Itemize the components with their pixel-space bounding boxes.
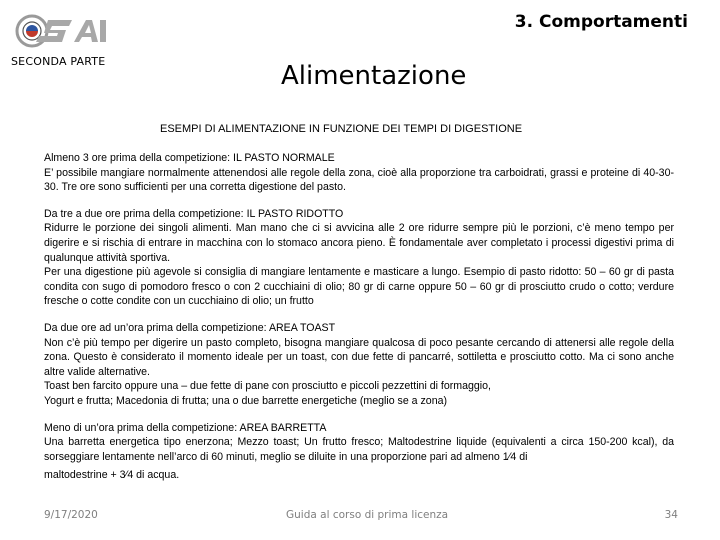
section-pasto-ridotto [44, 207, 674, 309]
section-label: SECONDA PARTE [11, 55, 106, 68]
section-heading: Da tre a due ore prima della competizione: IL PASTO RIDOTTO [44, 207, 344, 220]
section-paragraph: Per una digestione più agevole si consiglia di mangiare lentamente e masticare a lungo. Esempio di pasto ridotto: 50 – 60 gr di pasta condita con sugo di pomodoro fresco o con 2 cucchiaini di olio; 80 gr di carne oppure 50 – 60 gr di prosciutto crudo o cotto; verdure fresche o cotte condite con un cucchiaino di olio; un frutto [44, 266, 674, 308]
section-paragraph: Ridurre le porzione dei singoli alimenti. Man mano che ci si avvicina alle 2 ore ridurre sempre più le porzioni, c’è meno tempo per digerire e si rischia di entrare in macchina con lo stomaco ancora pieno. È fondamentale aver completato i processi digestivi prima di qualunque attività sportiva. [44, 222, 674, 264]
section-heading: Da due ore ad un’ora prima della competizione: AREA TOAST [44, 321, 336, 334]
footer-date: 9/17/2020 [44, 509, 98, 521]
section-heading: Meno di un’ora prima della competizione: AREA BARRETTA [44, 421, 327, 434]
slide-content [44, 151, 674, 495]
section-paragraph: Una barretta energetica tipo enerzona; Mezzo toast; Un frutto fresco; Maltodestrine liquide (equivalenti a circa 150-200 kcal), da sorseggiare lentamente nell’arco di 60 minuti, meglio se diluite in una proporzione pari ad almeno 1⁄4 di [44, 436, 674, 463]
slide-subtitle: ESEMPI DI ALIMENTAZIONE IN FUNZIONE DEI TEMPI DI DIGESTIONE [160, 123, 523, 135]
section-paragraph: maltodestrine + 3⁄4 di acqua. [44, 469, 180, 482]
footer-course-name: Guida al corso di prima licenza [286, 509, 449, 521]
section-paragraph: E’ possibile mangiare normalmente attenendosi alle regole della zona, cioè alla proporzione tra carboidrati, grassi e proteine di 40-30-30. Tre ore sono sufficienti per una corretta digestione del pasto. [44, 166, 674, 194]
section-paragraph: Toast ben farcito oppure una – due fette di pane con prosciutto e piccoli pezzettini di formaggio, [44, 380, 491, 393]
section-area-toast [44, 321, 674, 409]
section-paragraph: Non c’è più tempo per digerire un pasto completo, bisogna mangiare qualcosa di poco pesante cercando di attenersi alle regole della zona. Questo è considerato il momento ideale per un toast, con due fette di pancarré, sottiletta e prosciutto cotto. Ma ci sono anche altre valide alternative. [44, 336, 674, 378]
page-number: 34 [664, 509, 678, 521]
chapter-title: 3. Comportamenti [514, 12, 688, 32]
section-heading: Almeno 3 ore prima della competizione: IL PASTO NORMALE [44, 152, 335, 164]
section-paragraph: Yogurt e frutta; Macedonia di frutta; una o due barrette energetiche (meglio se a zona) [44, 394, 448, 407]
csai-logo [12, 12, 112, 50]
page-title: Alimentazione [281, 61, 467, 91]
section-area-barretta [44, 421, 674, 483]
section-pasto-normale [44, 151, 674, 195]
